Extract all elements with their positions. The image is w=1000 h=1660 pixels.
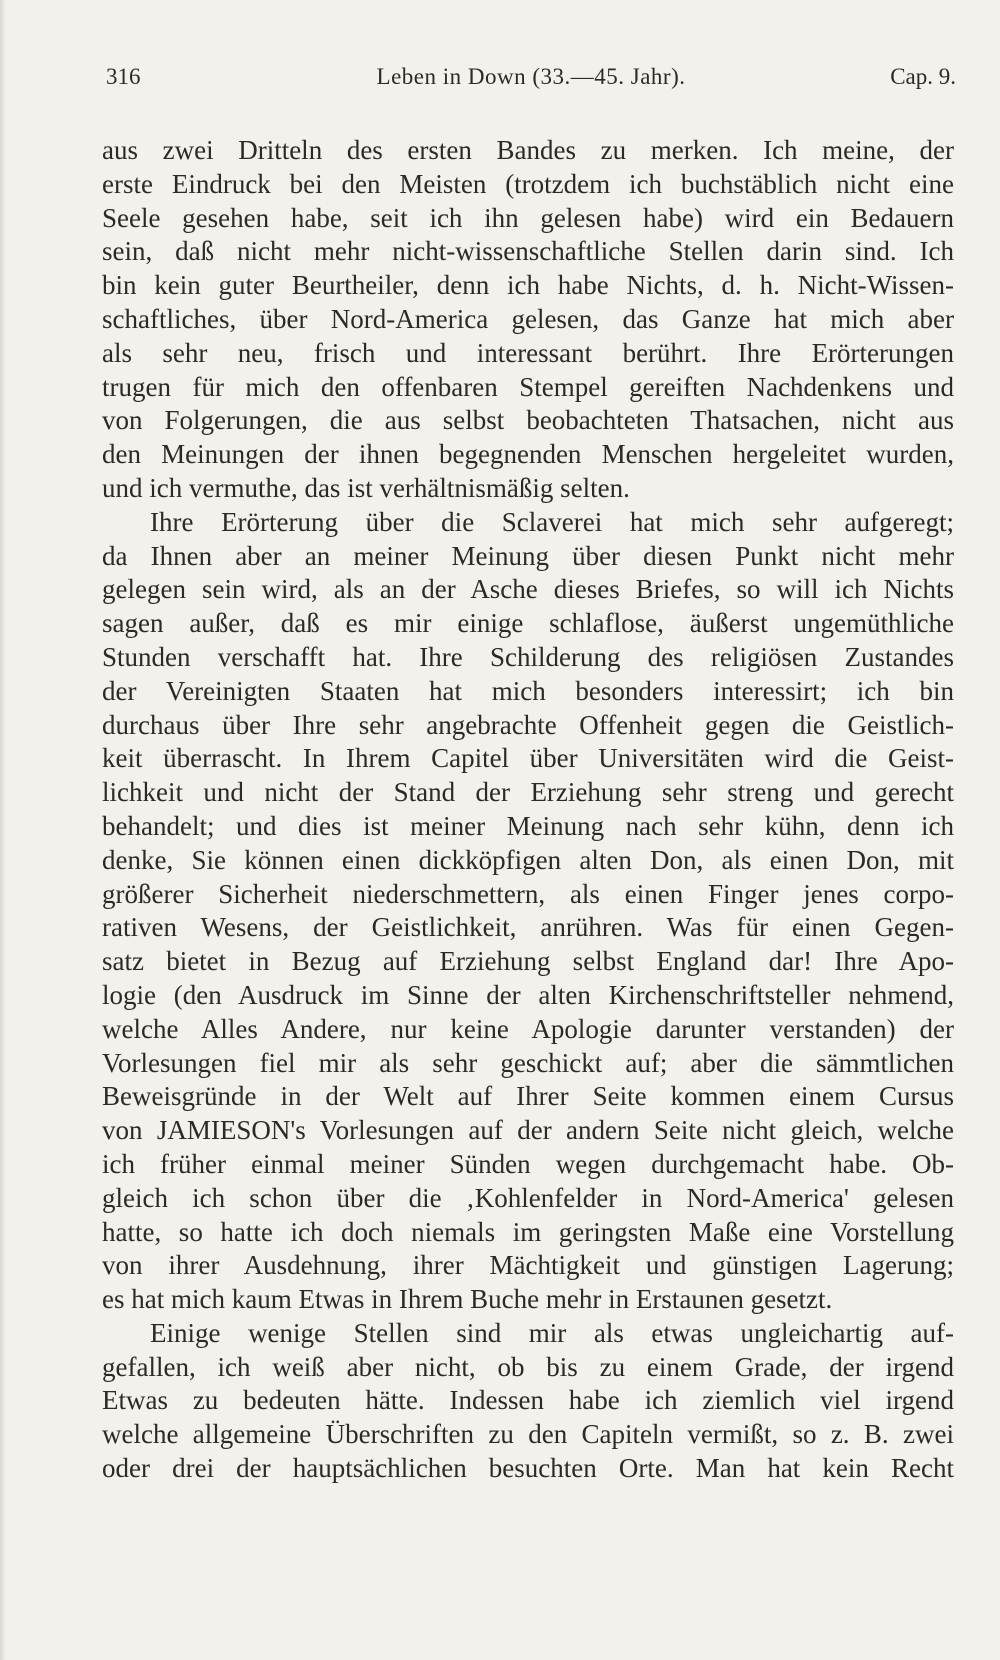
text-line: größerer Sicherheit niederschmettern, als einen Finger jenes corpo-	[102, 878, 954, 909]
text-line: logie (den Ausdruck im Sinne der alten Kirchenschriftsteller nehmend,	[102, 979, 954, 1010]
chapter-label: Cap. 9.	[890, 64, 956, 89]
text-line: behandelt; und dies ist meiner Meinung nach sehr kühn, denn ich	[102, 810, 954, 841]
text-line: lichkeit und nicht der Stand der Erziehung sehr streng und gerecht	[102, 777, 954, 808]
text-line: Etwas zu bedeuten hätte. Indessen habe ich ziemlich viel irgend	[102, 1385, 954, 1416]
text-line: durchaus über Ihre sehr angebrachte Offenheit gegen die Geistlich-	[102, 709, 954, 740]
text-line: welche Alles Andere, nur keine Apologie darunter verstanden) der	[102, 1013, 954, 1044]
text-line: hatte, so hatte ich doch niemals im geringsten Maße eine Vorstellung	[102, 1216, 954, 1247]
text-line: von JAMIESON's Vorlesungen auf der andern Seite nicht gleich, welche	[102, 1115, 954, 1146]
text-line: als sehr neu, frisch und interessant berührt. Ihre Erörterungen	[102, 337, 954, 368]
text-line: welche allgemeine Überschriften zu den Capiteln vermißt, so z. B. zwei	[102, 1419, 954, 1450]
body-text	[102, 134, 954, 1486]
text-line: rativen Wesens, der Geistlichkeit, anrühren. Was für einen Gegen-	[102, 912, 954, 943]
paragraph-start-line: Ihre Erörterung über die Sclaverei hat mich sehr aufgeregt;	[150, 506, 954, 537]
text-line: gleich ich schon über die ‚Kohlenfelder in Nord-America' gelesen	[102, 1182, 954, 1213]
text-line: oder drei der hauptsächlichen besuchten Orte. Man hat kein Recht	[102, 1453, 954, 1484]
text-line: sagen außer, daß es mir einige schlaflose, äußerst ungemüthliche	[102, 608, 954, 639]
text-line: aus zwei Dritteln des ersten Bandes zu merken. Ich meine, der	[102, 135, 954, 165]
text-line: den Meinungen der ihnen begegnenden Menschen hergeleitet wurden,	[102, 439, 954, 470]
text-line: der Vereinigten Staaten hat mich besonders interessirt; ich bin	[102, 675, 954, 706]
text-line: bin kein guter Beurtheiler, denn ich habe Nichts, d. h. Nicht-Wissen-	[102, 270, 954, 301]
text-line: gelegen sein wird, als an der Asche dieses Briefes, so will ich Nichts	[102, 574, 954, 605]
text-line: erste Eindruck bei den Meisten (trotzdem ich buchstäblich nicht eine	[102, 168, 954, 199]
paragraph-end-line: und ich vermuthe, das ist verhältnismäßig selten.	[102, 472, 630, 503]
text-line: sein, daß nicht mehr nicht-wissenschaftliche Stellen darin sind. Ich	[102, 236, 954, 267]
text-line: Seele gesehen habe, seit ich ihn gelesen habe) wird ein Bedauern	[102, 202, 954, 233]
running-title: Leben in Down (33.—45. Jahr).	[376, 64, 686, 89]
page-number: 316	[106, 64, 141, 89]
paragraph-end-line: es hat mich kaum Etwas in Ihrem Buche mehr in Erstaunen gesetzt.	[102, 1284, 833, 1315]
page-header	[106, 64, 956, 96]
text-line: ich früher einmal meiner Sünden wegen durchgemacht habe. Ob-	[102, 1148, 954, 1179]
paragraph-start-line: Einige wenige Stellen sind mir als etwas ungleichartig auf-	[150, 1317, 954, 1348]
text-line: Vorlesungen fiel mir als sehr geschickt auf; aber die sämmtlichen	[102, 1047, 954, 1078]
text-line: trugen für mich den offenbaren Stempel gereiften Nachdenkens und	[102, 371, 954, 402]
text-line: Stunden verschafft hat. Ihre Schilderung des religiösen Zustandes	[102, 641, 954, 672]
text-line: von ihrer Ausdehnung, ihrer Mächtigkeit und günstigen Lagerung;	[102, 1250, 954, 1281]
text-line: schaftliches, über Nord-America gelesen, das Ganze hat mich aber	[102, 303, 954, 334]
text-line: von Folgerungen, die aus selbst beobachteten Thatsachen, nicht aus	[102, 405, 954, 436]
text-line: satz bietet in Bezug auf Erziehung selbst England dar! Ihre Apo-	[102, 946, 954, 977]
text-line: gefallen, ich weiß aber nicht, ob bis zu einem Grade, der irgend	[102, 1351, 954, 1382]
text-line: da Ihnen aber an meiner Meinung über diesen Punkt nicht mehr	[102, 540, 954, 571]
text-line: denke, Sie können einen dickköpfigen alten Don, als einen Don, mit	[102, 844, 954, 875]
text-line: keit überrascht. In Ihrem Capitel über Universitäten wird die Geist-	[102, 743, 954, 774]
text-line: Beweisgründe in der Welt auf Ihrer Seite kommen einem Cursus	[102, 1081, 954, 1112]
